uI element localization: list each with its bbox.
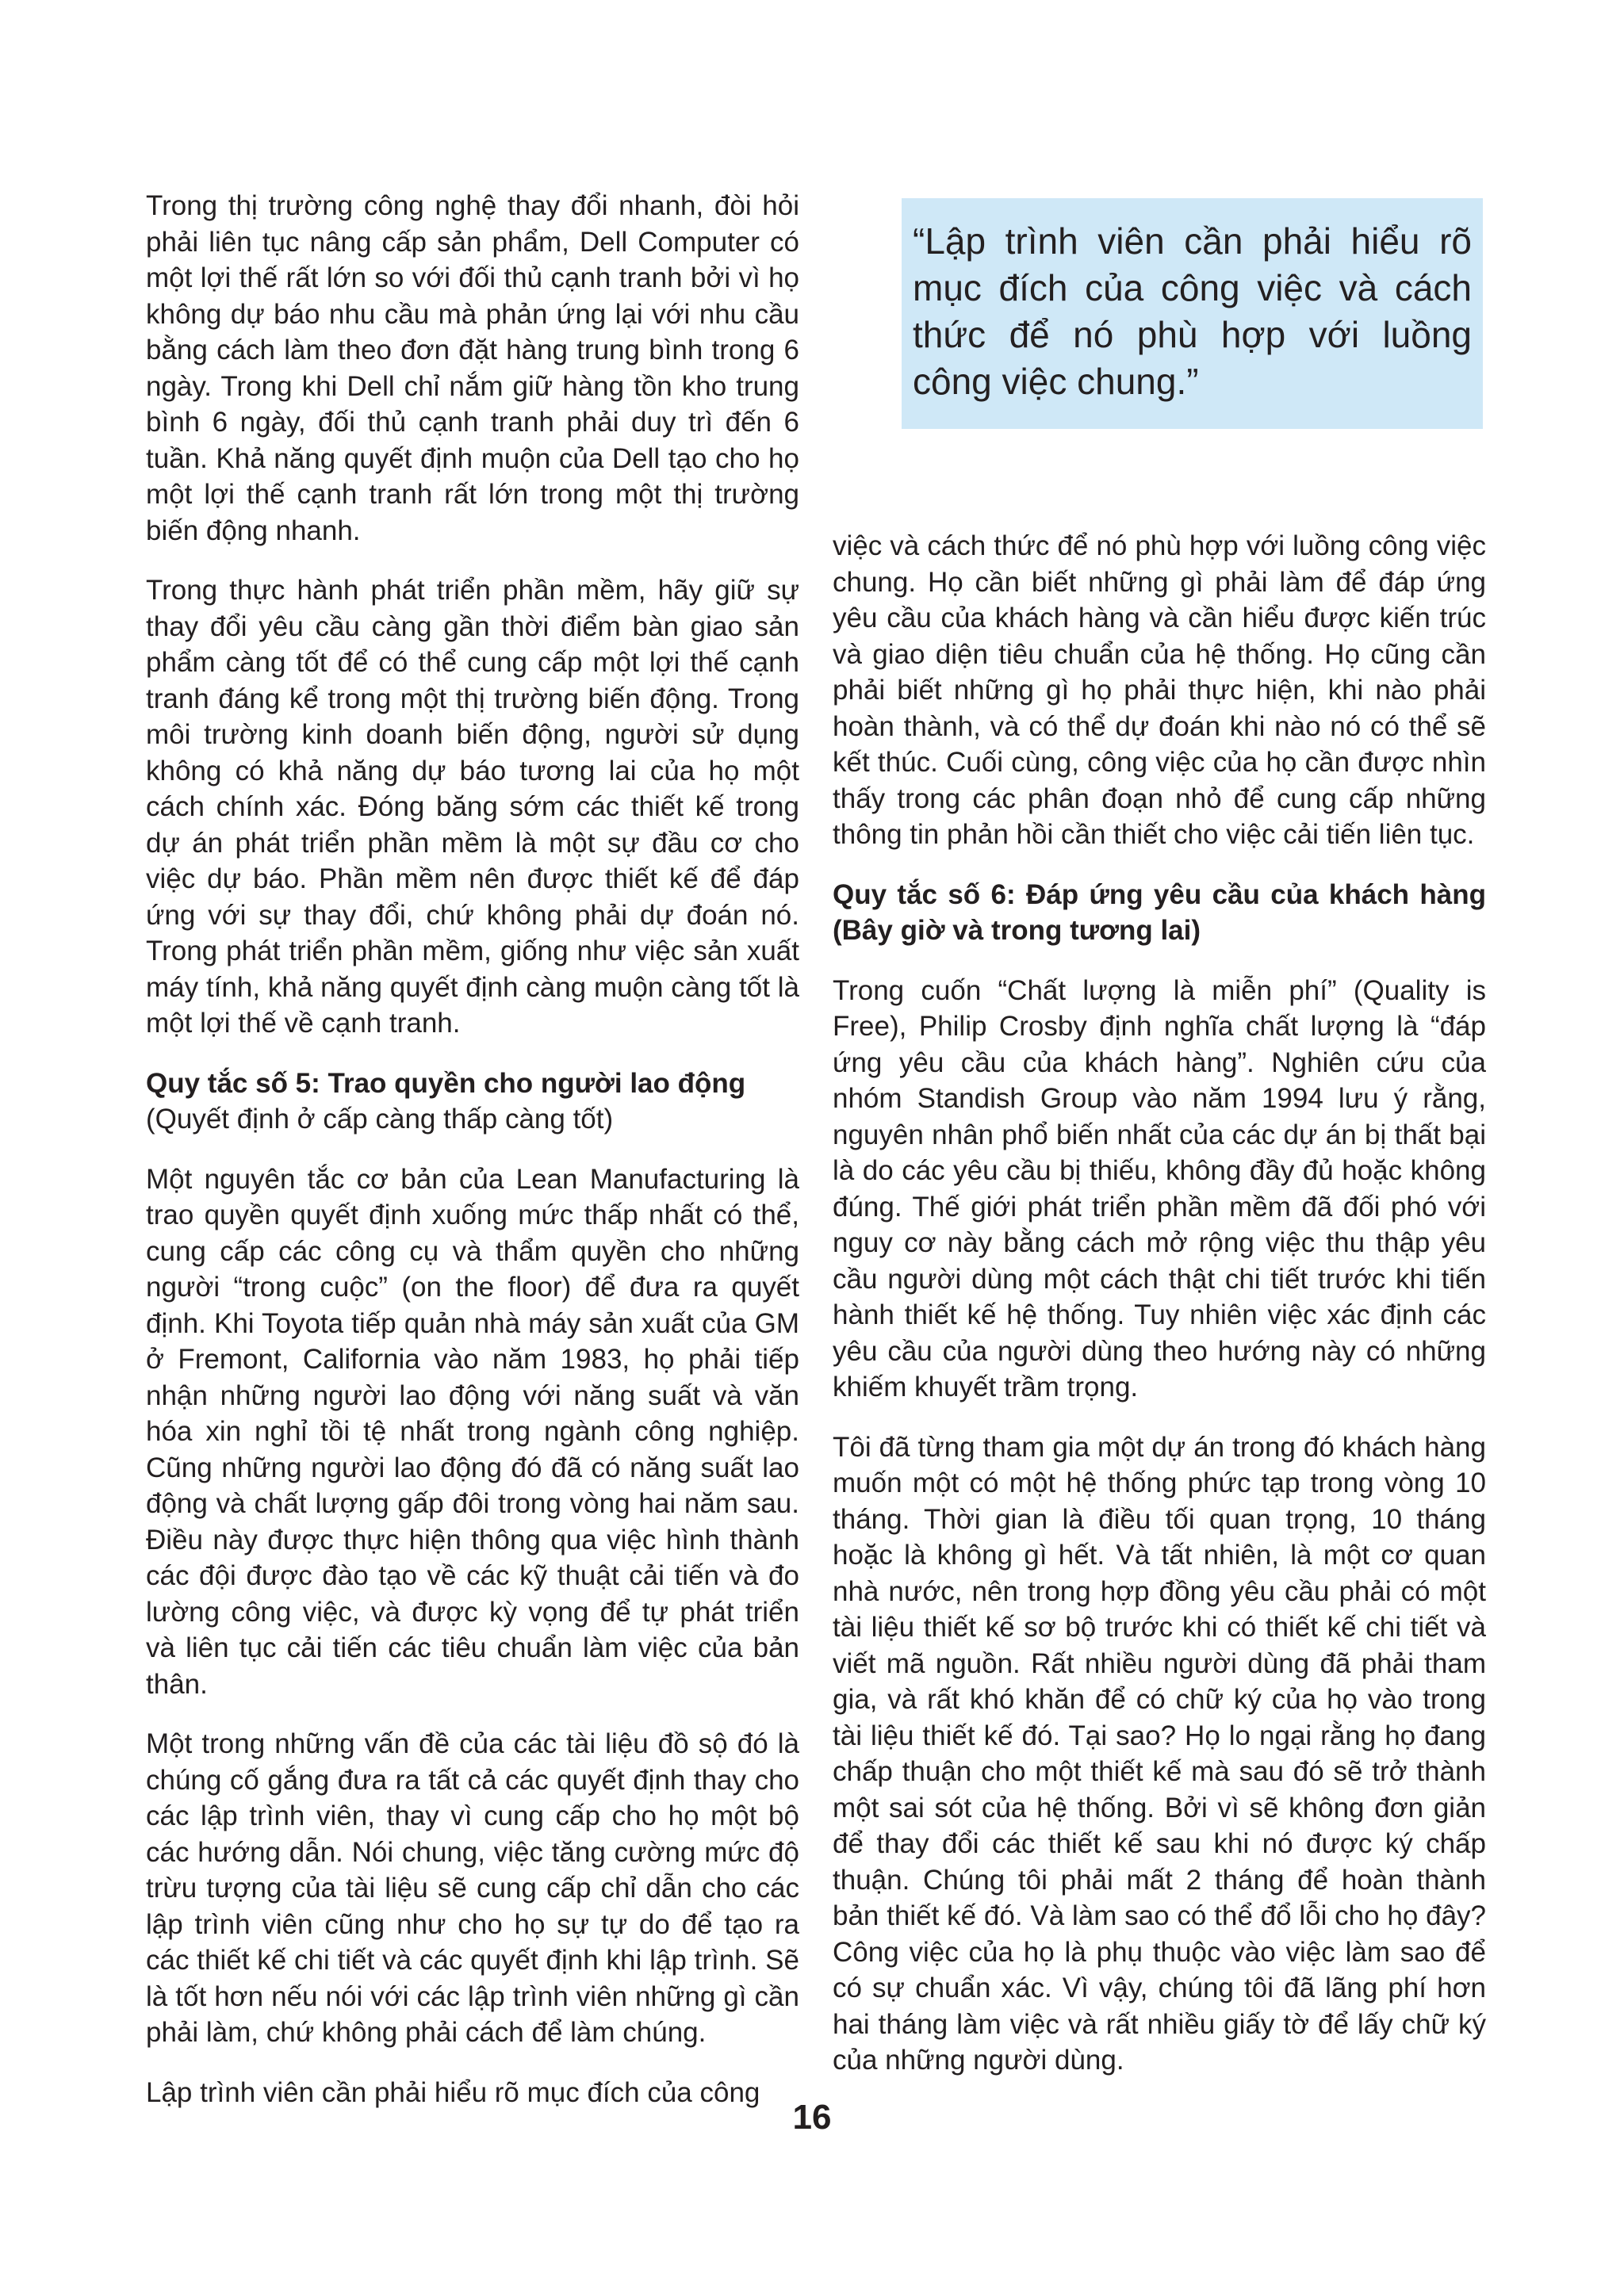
pull-quote-box [902, 198, 1483, 429]
page-number: 16 [792, 2098, 832, 2137]
paragraph-quality-is-free: Trong cuốn “Chất lượng là miễn phí” (Quality is Free), Philip Crosby định nghĩa chất lượng là “đáp ứng yêu cầu của khách hàng”. Nghiên cứu của nhóm Standish Group vào năm 1994 lưu ý rằng, nguyên nhân phổ biến nhất của các dự án bị thất bại là do các yêu cầu bị thiếu, không đầy đủ hoặc không đúng. Thế giới phát triển phần mềm đã đối phó với nguy cơ này bằng cách mở rộng việc thu thập yêu cầu người dùng một cách thật chi tiết trước khi tiến hành thiết kế hệ thống. Tuy nhiên việc xác định các yêu cầu của người dùng theo hướng này có những khiếm khuyết trầm trọng. [833, 974, 1486, 1402]
right-column [833, 528, 1486, 2103]
paragraph-lean-manufacturing: Một nguyên tắc cơ bản của Lean Manufacturing là trao quyền quyết định xuống mức thấp nhất có thể, cung cấp các công cụ và thẩm quyền cho những người “trong cuộc” (on the floor) để đưa ra quyết định. Khi Toyota tiếp quản nhà máy sản xuất của GM ở Fremont, California vào năm 1983, họ phải tiếp nhận những người lao động với năng suất và văn hóa xin nghỉ tồi tệ nhất trong ngành công nghiệp. Cũng những người lao động đó đã có năng suất lao động và chất lượng gấp đôi trong vòng hai năm sau. Điều này được thực hiện thông qua việc hình thành các đội được đào tạo về các kỹ thuật cải tiến và đo lường công việc, và được kỳ vọng để tự phát triển và liên tục cải tiến các tiêu chuẩn làm việc của bản thân. [146, 1163, 799, 1700]
left-column [146, 188, 799, 2134]
pull-quote-text: “Lập trình viên cần phải hiểu rõ mục đích của công việc và cách thức để nó phù hợp với luồng công việc chung.” [913, 220, 1472, 402]
paragraph-software-change: Trong thực hành phát triển phần mềm, hãy giữ sự thay đổi yêu cầu càng gần thời điểm bàn giao sản phẩm càng tốt để có thể cung cấp một lợi thế cạnh tranh đáng kể trong một thị trường biến động. Trong môi trường kinh doanh biến động, người sử dụng không có khả năng dự báo tương lai của họ một cách chính xác. Đóng băng sớm các thiết kế trong dự án phát triển phần mềm là một sự đầu cơ cho việc dự báo. Phần mềm nên được thiết kế để đáp ứng với sự thay đổi, chứ không phải dự đoán nó. Trong phát triển phần mềm, giống như việc sản xuất máy tính, khả năng quyết định càng muộn càng tốt là một lợi thế về cạnh tranh. [146, 575, 799, 1039]
rule-5-subtitle: (Quyết định ở cấp càng thấp càng tốt) [146, 1104, 614, 1135]
paragraph-programmer-start: Lập trình viên cần phải hiểu rõ mục đích của công [146, 2076, 760, 2108]
paragraph-programmer-continued: việc và cách thức để nó phù hợp với luồng công việc chung. Họ cần biết những gì phải làm để đáp ứng yêu cầu của khách hàng và cần hiểu được kiến trúc và giao diện tiêu chuẩn của hệ thống. Họ cũng cần phải biết những gì họ phải thực hiện, khi nào phải hoàn thành, và có thể dự đoán khi nào nó có thể sẽ kết thúc. Cuối cùng, công việc của họ cần được nhìn thấy trong các phân đoạn nhỏ để cung cấp những thông tin phản hồi cần thiết cho việc cải tiến liên tục. [833, 530, 1486, 850]
rule-6-heading [833, 877, 1486, 949]
rule-5-heading [146, 1066, 799, 1138]
paragraph-dell: Trong thị trường công nghệ thay đổi nhanh, đòi hỏi phải liên tục nâng cấp sản phẩm, Dell Computer có một lợi thế rất lớn so với đối thủ cạnh tranh bởi vì họ không dự báo nhu cầu mà phản ứng lại với nhu cầu bằng cách làm theo đơn đặt hàng trung bình trong 6 ngày. Trong khi Dell chỉ nắm giữ hàng tồn kho trung bình 6 ngày, đối thủ cạnh tranh phải duy trì đến 6 tuần. Khả năng quyết định muộn của Dell tạo cho họ một lợi thế cạnh tranh rất lớn trong một thị trường biến động nhanh. [146, 190, 799, 546]
rule-6-title: Quy tắc số 6: Đáp ứng yêu cầu của khách hàng (Bây giờ và trong tương lai) [833, 878, 1486, 946]
paragraph-project-story: Tôi đã từng tham gia một dự án trong đó khách hàng muốn một có một hệ thống phức tạp trong vòng 10 tháng. Thời gian là điều tối quan trọng, 10 tháng hoặc là không gì hết. Và tất nhiên, là một cơ quan nhà nước, nên trong hợp đồng yêu cầu phải có một tài liệu thiết kế sơ bộ trước khi có thiết kế chi tiết và viết mã nguồn. Rất nhiều người dùng đã phải tham gia, và rất khó khăn để có chữ ký của họ vào trong tài liệu thiết kế đó. Tại sao? Họ lo ngại rằng họ đang chấp thuận cho một thiết kế mà sau đó sẽ trở thành một sai sót của hệ thống. Bởi vì sẽ không đơn giản để thay đổi các thiết kế sau khi nó được ký chấp thuận. Chúng tôi phải mất 2 tháng để hoàn thành bản thiết kế đó. Và làm sao có thể đổ lỗi cho họ đây? Công việc của họ là phụ thuộc vào việc làm sao để có sự chuẩn xác. Vì vậy, chúng tôi đã lãng phí hơn hai tháng làm việc và rất nhiều giấy tờ để lấy chữ ký của những người dùng. [833, 1431, 1486, 2076]
rule-5-title: Quy tắc số 5: Trao quyền cho người lao động [146, 1067, 746, 1099]
paragraph-documents: Một trong những vấn đề của các tài liệu đồ sộ đó là chúng cố gắng đưa ra tất cả các quyết định thay cho các lập trình viên, thay vì cung cấp cho họ một bộ các hướng dẫn. Nói chung, việc tăng cường mức độ trừu tượng của tài liệu sẽ cung cấp chỉ dẫn cho các lập trình viên cũng như cho họ sự tự do để tạo ra các thiết kế chi tiết và các quyết định khi lập trình. Sẽ là tốt hơn nếu nói với các lập trình viên những gì cần phải làm, chứ không phải cách để làm chúng. [146, 1728, 799, 2048]
